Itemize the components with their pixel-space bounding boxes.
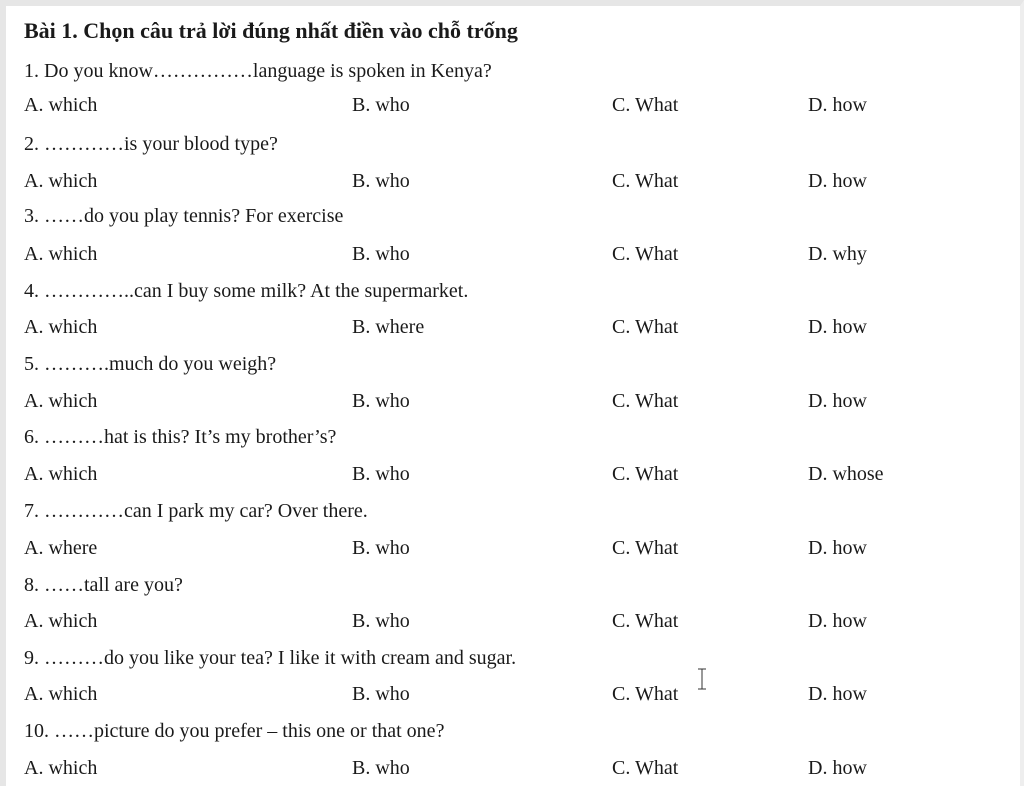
option-b: B. who [352,683,410,705]
option-d: D. how [808,316,867,338]
option-d: D. how [808,683,867,705]
option-b: B. who [352,610,410,632]
option-c: C. What [612,463,679,485]
option-c: C. What [612,316,679,338]
option-a: A. which [24,610,98,632]
question-9: 9. ………do you like your tea? I like it with cream and sugar. [24,647,517,669]
option-d: D. why [808,243,867,265]
option-b: B. who [352,243,410,265]
options-row-4 [0,316,1024,344]
option-c: C. What [612,170,679,192]
options-row-9 [0,683,1024,711]
option-b: B. who [352,463,410,485]
question-7: 7. …………can I park my car? Over there. [24,500,368,522]
option-a: A. which [24,243,98,265]
options-row-7 [0,537,1024,565]
option-b: B. who [352,94,410,116]
exercise-title: Bài 1. Chọn câu trả lời đúng nhất điền vào chỗ trống [24,18,518,43]
option-d: D. how [808,757,867,779]
option-d: D. how [808,537,867,559]
question-8: 8. ……tall are you? [24,574,183,596]
option-d: D. how [808,94,867,116]
option-c: C. What [612,683,679,705]
option-b: B. who [352,390,410,412]
option-d: D. how [808,170,867,192]
option-a: A. which [24,757,98,779]
options-row-6 [0,463,1024,491]
option-c: C. What [612,94,679,116]
option-b: B. where [352,316,425,338]
options-row-1 [0,94,1024,122]
question-2: 2. …………is your blood type? [24,133,278,155]
option-a: A. which [24,463,98,485]
option-b: B. who [352,757,410,779]
question-5: 5. ……….much do you weigh? [24,353,277,375]
text-cursor-icon [697,668,707,690]
option-a: A. which [24,316,98,338]
option-b: B. who [352,537,410,559]
option-d: D. how [808,610,867,632]
option-a: A. which [24,683,98,705]
option-b: B. who [352,170,410,192]
option-a: A. which [24,94,98,116]
options-row-2 [0,170,1024,198]
option-c: C. What [612,757,679,779]
option-a: A. where [24,537,98,559]
options-row-3 [0,243,1024,271]
option-d: D. whose [808,463,884,485]
option-a: A. which [24,390,98,412]
options-row-10 [0,757,1024,785]
question-1: 1. Do you know……………language is spoken in Kenya? [24,60,492,82]
option-c: C. What [612,390,679,412]
option-c: C. What [612,537,679,559]
options-row-8 [0,610,1024,638]
question-4: 4. …………..can I buy some milk? At the supermarket. [24,280,469,302]
option-c: C. What [612,243,679,265]
question-6: 6. ………hat is this? It’s my brother’s? [24,426,337,448]
option-c: C. What [612,610,679,632]
option-a: A. which [24,170,98,192]
question-3: 3. ……do you play tennis? For exercise [24,205,344,227]
options-row-5 [0,390,1024,418]
option-d: D. how [808,390,867,412]
question-10: 10. ……picture do you prefer – this one or that one? [24,720,445,742]
